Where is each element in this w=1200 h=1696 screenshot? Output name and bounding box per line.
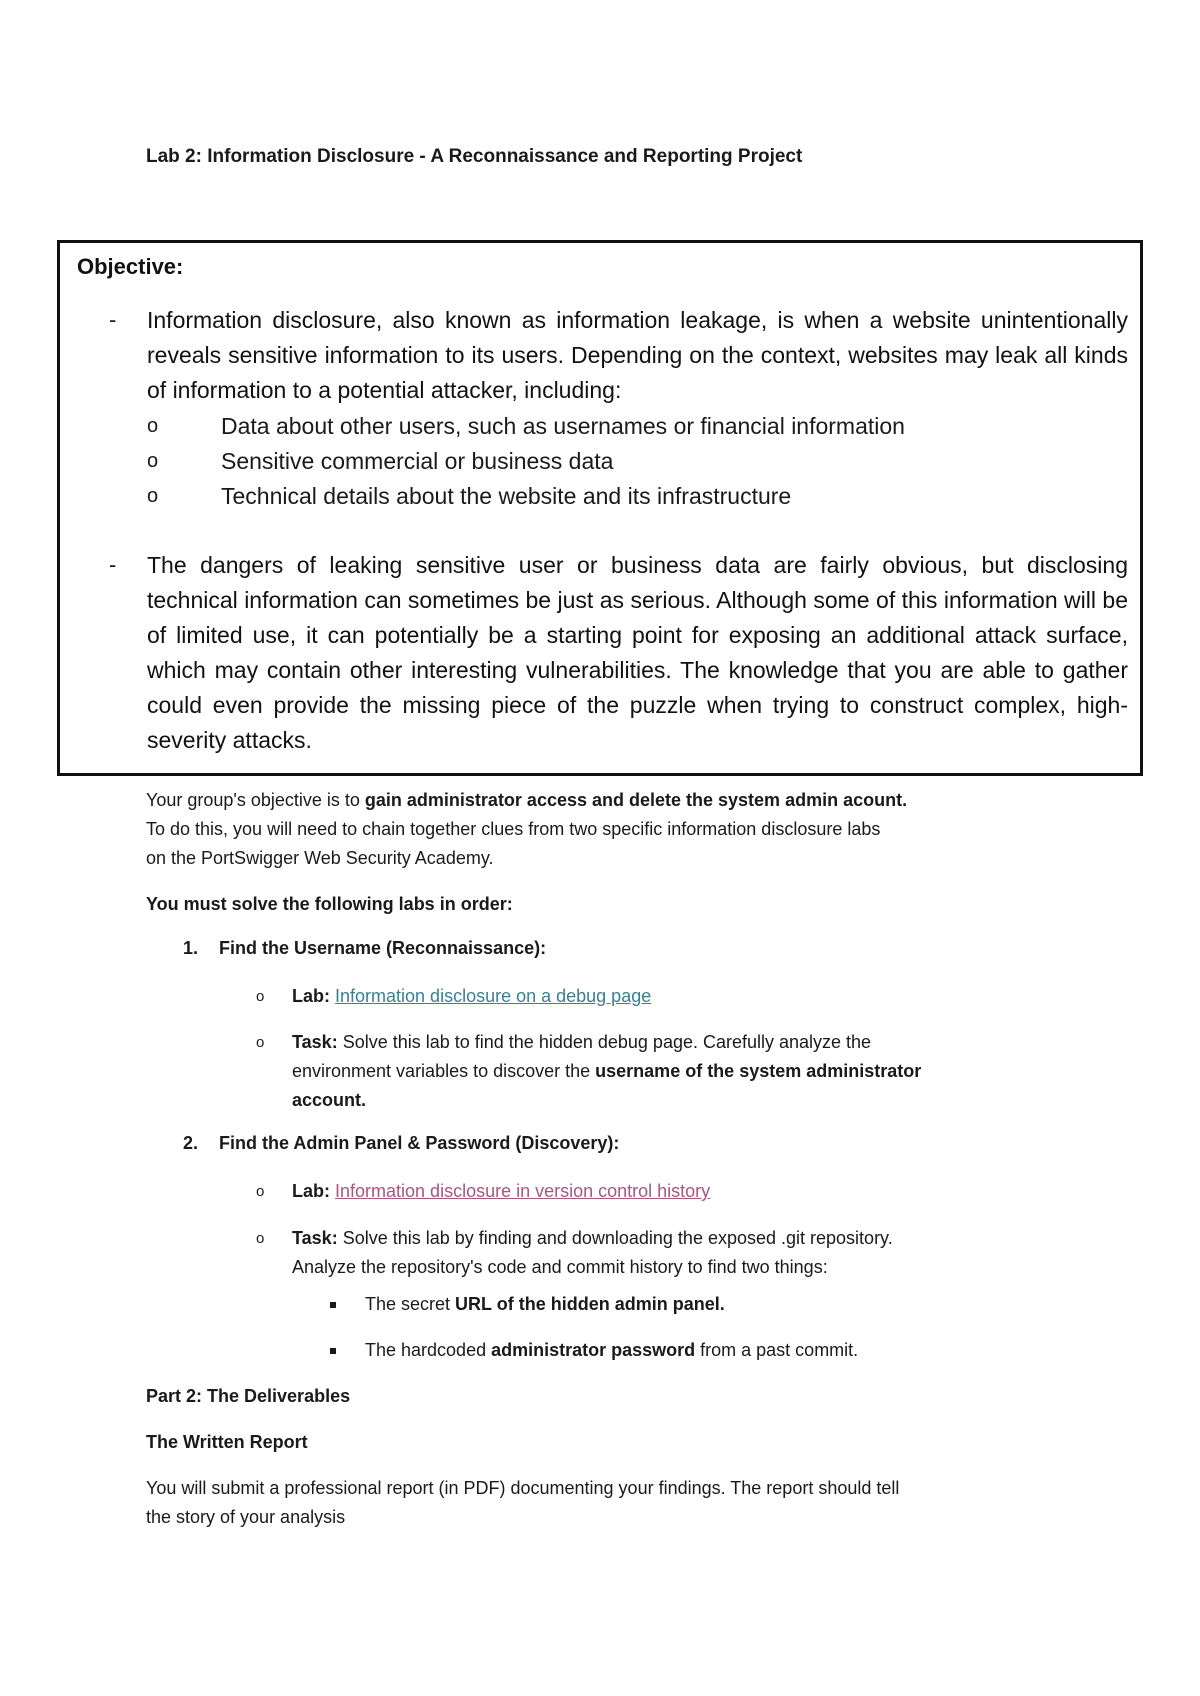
circle-bullet-icon: o [256,988,265,1005]
circle-bullet-icon: o [256,1034,265,1051]
objective-paragraph-2: The dangers of leaking sensitive user or business data are fairly obvious, but disclosing technical information can sometimes be just as serious. Although some of this information will be of limited use, it can potentially be a starting point for exposing an additional attack surface, which may contain other interesting vulnerabilities. The knowledge that you are able to gather could even provide the missing piece of the puzzle when trying to construct complex, high-severity attacks. [147,552,1128,753]
list-item: o Data about other users, such as usernames or financial information [147,409,1128,444]
lab-1-title: Find the Username (Reconnaissance): [219,938,547,958]
objective-heading: Objective: [77,254,184,279]
lab-1-number: 1. [183,938,199,958]
labs-heading: You must solve the following labs in order: [146,894,513,914]
list-item: The hardcoded administrator password from a past commit. [365,1340,859,1360]
lab-1-link-row: Lab: Information disclosure on a debug page [292,986,652,1006]
objective-paragraph-1: Information disclosure, also known as information leakage, is when a website unintentionally reveals sensitive information to its users. Depending on the context, websites may leak all kinds of information to a potential attacker, including: [147,307,1128,403]
intro-paragraph: Your group's objective is to gain administrator access and delete the system admin acount. To do this, you will need to chain together clues from two specific information disclosure labs on the PortSwigger Web Security Academy. [146,790,908,868]
circle-bullet-icon: o [147,450,159,472]
list-item: o Technical details about the website and its infrastructure [147,479,1128,514]
list-item: o Sensitive commercial or business data [147,444,1128,479]
lab-2-task: Task: Solve this lab by finding and downloading the exposed .git repository. Analyze the repository's code and commit history to find two things: [292,1228,893,1277]
objective-sub-list [147,409,1128,514]
lab-1-link[interactable]: Information disclosure on a debug page [335,986,652,1006]
dash-bullet: - [109,307,117,332]
list-item: The secret URL of the hidden admin panel. [365,1294,725,1314]
part2-heading: Part 2: The Deliverables [146,1386,351,1406]
circle-bullet-icon: o [256,1183,265,1200]
square-bullet-icon [330,1302,336,1308]
lab-2-link[interactable]: Information disclosure in version control history [335,1181,711,1201]
circle-bullet-icon: o [147,415,159,437]
circle-bullet-icon: o [256,1230,265,1247]
dash-bullet: - [109,552,117,577]
report-paragraph: You will submit a professional report (in PDF) documenting your findings. The report should tell the story of your analysis [146,1478,900,1527]
document-title: Lab 2: Information Disclosure - A Reconnaissance and Reporting Project [146,146,803,167]
circle-bullet-icon: o [147,485,159,507]
lab-2-number: 2. [183,1133,199,1153]
lab-2-link-row: Lab: Information disclosure in version control history [292,1181,711,1201]
lab-1-task: Task: Solve this lab to find the hidden debug page. Carefully analyze the environment variables to discover the username of the system administrator account. [292,1032,922,1110]
square-bullet-icon [330,1348,336,1354]
lab-2-title: Find the Admin Panel & Password (Discovery): [219,1133,620,1153]
objective-box [57,240,1143,776]
report-heading: The Written Report [146,1432,308,1452]
